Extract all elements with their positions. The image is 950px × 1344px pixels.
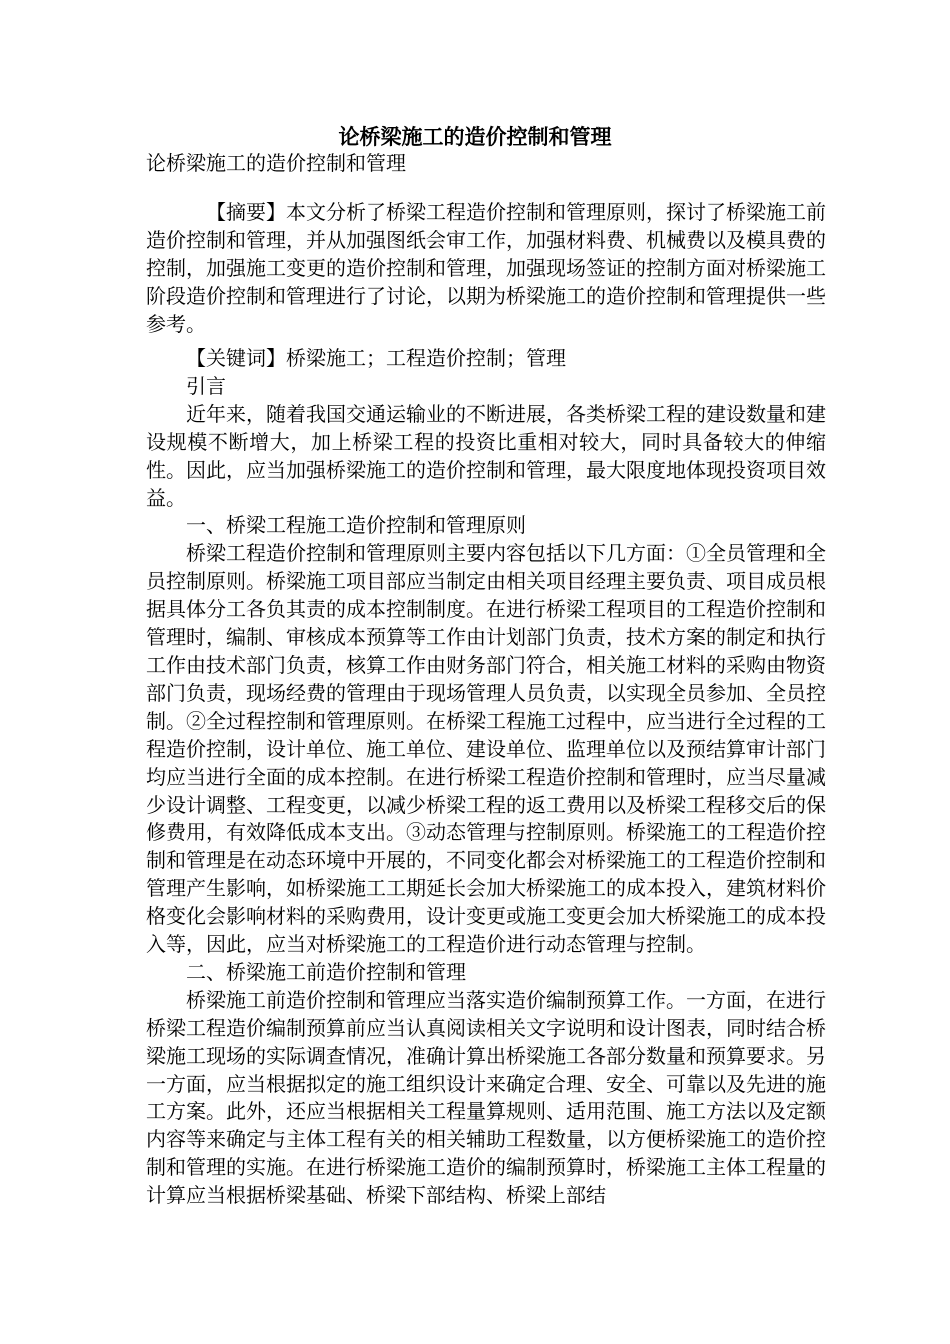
document-subtitle: 论桥梁施工的造价控制和管理 <box>146 151 406 175</box>
intro-paragraph: 近年来，随着我国交通运输业的不断进展，各类桥梁工程的建设数量和建设规模不断增大，加上桥梁工程的投资比重相对较大，同时具备较大的伸缩性。因此，应当加强桥梁施工的造价控制和管理，最大限度地体现投资项目效益。 <box>146 401 826 510</box>
abstract-paragraph: 【摘要】本文分析了桥梁工程造价控制和管理原则，探讨了桥梁施工前造价控制和管理，并从加强图纸会审工作，加强材料费、机械费以及模具费的控制，加强施工变更的造价控制和管理，加强现场签证的控制方面对桥梁施工阶段造价控制和管理进行了讨论，以期为桥梁施工的造价控制和管理提供一些参考。 <box>146 200 826 336</box>
keywords-line: 【关键词】桥梁施工；工程造价控制；管理 <box>186 346 566 370</box>
intro-heading: 引言 <box>186 373 226 398</box>
section-1-heading: 一、桥梁工程施工造价控制和管理原则 <box>186 513 526 538</box>
section-2-paragraph: 桥梁施工前造价控制和管理应当落实造价编制预算工作。一方面，在进行桥梁工程造价编制预算前应当认真阅读相关文字说明和设计图表，同时结合桥梁施工现场的实际调查情况，准确计算出桥梁施工各部分数量和预算要求。另一方面，应当根据拟定的施工组织设计来确定合理、安全、可靠以及先进的施工方案。此外，还应当根据相关工程量算规则、适用范围、施工方法以及定额内容等来确定与主体工程有关的相关辅助工程数量，以方便桥梁施工的造价控制和管理的实施。在进行桥梁施工造价的编制预算时，桥梁施工主体工程量的计算应当根据桥梁基础、桥梁下部结构、桥梁上部结 <box>146 987 826 1208</box>
section-1-paragraph: 桥梁工程造价控制和管理原则主要内容包括以下几方面：①全员管理和全员控制原则。桥梁施工项目部应当制定由相关项目经理主要负责、项目成员根据具体分工各负其责的成本控制制度。在进行桥梁工程项目的工程造价控制和管理时，编制、审核成本预算等工作由计划部门负责，技术方案的制定和执行工作由技术部门负责，核算工作由财务部门符合，相关施工材料的采购由物资部门负责，现场经费的管理由于现场管理人员负责，以实现全员参加、全员控制。②全过程控制和管理原则。在桥梁工程施工过程中，应当进行全过程的工程造价控制，设计单位、施工单位、建设单位、监理单位以及预结算审计部门均应当进行全面的成本控制。在进行桥梁工程造价控制和管理时，应当尽量减少设计调整、工程变更，以减少桥梁工程的返工费用以及桥梁工程移交后的保修费用，有效降低成本支出。③动态管理与控制原则。桥梁施工的工程造价控制和管理是在动态环境中开展的，不同变化都会对桥梁施工的工程造价控制和管理产生影响，如桥梁施工工期延长会加大桥梁施工的成本投入，建筑材料价格变化会影响材料的采购费用，设计变更或施工变更会加大桥梁施工的成本投入等，因此，应当对桥梁施工的工程造价进行动态管理与控制。 <box>146 541 826 957</box>
document-body <box>146 345 826 1210</box>
section-2-heading: 二、桥梁施工前造价控制和管理 <box>186 959 466 984</box>
document-title: 论桥梁施工的造价控制和管理 <box>338 124 612 149</box>
